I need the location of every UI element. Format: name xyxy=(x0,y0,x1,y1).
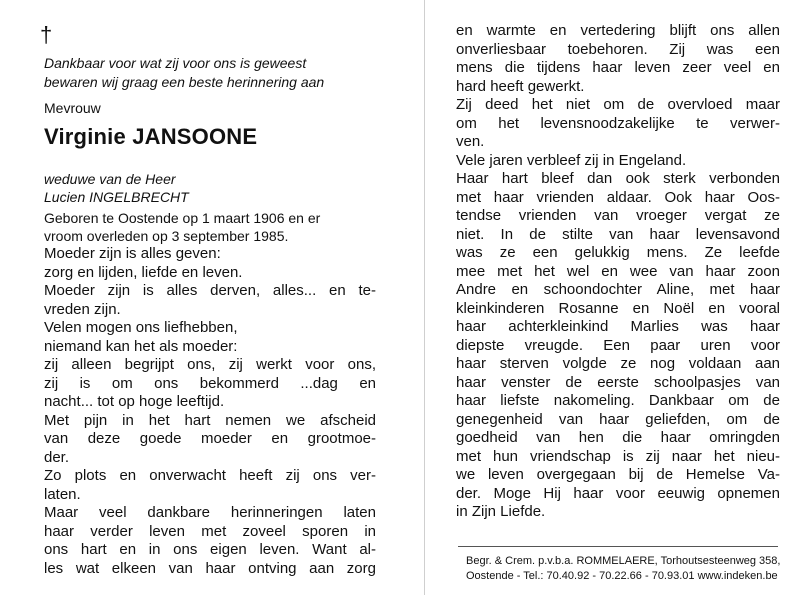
intro-line: Dankbaar voor wat zij voor ons is geweest xyxy=(44,55,307,71)
text-line: Moeder zijn is alles derven, alles... en te- xyxy=(44,282,376,299)
text-line: haar sterven volgde ze nog voldaan aan xyxy=(456,355,780,372)
printer-line: Oostende - Tel.: 70.40.92 - 70.22.66 - 70.93.01 www.indeken.be xyxy=(466,570,778,582)
intro-text xyxy=(44,54,324,92)
footer-divider xyxy=(458,546,778,547)
text-line: in Zijn Liefde. xyxy=(456,503,546,520)
text-line: Met pijn in het hart nemen we afscheid xyxy=(44,411,376,429)
text-line: der. Moge Hij haar voor eeuwig opnemen xyxy=(456,484,780,502)
text-line: ons hart en in ons eigen leven. Want al- xyxy=(44,541,376,558)
text-line: tendse vrienden van vroeger vergat ze xyxy=(456,207,780,224)
text-line: mens die tijdens haar leven zeer veel en xyxy=(456,59,780,76)
card-fold-line xyxy=(424,0,425,595)
text-line: Maar veel dankbare herinneringen laten xyxy=(44,504,376,521)
text-line: onverliesbaar toebehoren. Zij was een xyxy=(456,40,780,58)
text-line: was ze een gelukkig mens. Ze leefde xyxy=(456,244,780,261)
text-line: laten. xyxy=(44,485,81,503)
printer-line: Begr. & Crem. p.v.b.a. ROMMELAERE, Torhoutsesteenweg 358, xyxy=(466,555,781,567)
text-line: les wat elkeen van haar ontving aan zorg xyxy=(44,559,376,577)
text-line: en warmte en vertedering blijft ons allen xyxy=(456,22,780,39)
text-line: mee met het wel en wee van haar zoon xyxy=(456,262,780,280)
text-line: kleinkinderen Rosanne en Noël en vooral xyxy=(456,299,780,317)
widow-of xyxy=(44,170,189,206)
text-line: goedheid van hen die haar omringden xyxy=(456,429,780,446)
widow-line: Lucien INGELBRECHT xyxy=(44,189,189,205)
birth-death-info xyxy=(44,209,384,245)
printer-credit xyxy=(466,554,780,584)
widow-line: weduwe van de Heer xyxy=(44,171,176,187)
title-prefix: Mevrouw xyxy=(44,100,101,116)
cross-icon: † xyxy=(40,22,53,47)
left-column-text xyxy=(44,245,376,578)
text-line: vreden zijn. xyxy=(44,300,121,318)
text-line: met hun vriendschap is zij naar het nieu- xyxy=(456,447,780,465)
text-line: haar venster de eerste schoolpasjes van xyxy=(456,373,780,391)
intro-line: bewaren wij graag een beste herinnering aan xyxy=(44,74,325,90)
text-line: Haar hart bleef dan ook sterk verbonden xyxy=(456,170,780,187)
deceased-name: Virginie JANSOONE xyxy=(44,124,258,149)
text-line: Zij deed het niet om de overvloed maar xyxy=(456,96,780,113)
text-line: hard heeft gewerkt. xyxy=(456,77,585,95)
text-line: Moeder zijn is alles geven: xyxy=(44,245,221,262)
text-line: zij alleen begrijpt ons, zij werkt voor ons, xyxy=(44,356,376,373)
text-line: der. xyxy=(44,448,70,466)
text-line: om het levensnoodzakelijke te verwer- xyxy=(456,114,780,132)
text-line: van deze goede moeder en grootmoe- xyxy=(44,430,376,447)
text-line: zorg en lijden, liefde en leven. xyxy=(44,263,243,281)
text-line: niet. In de stilte van haar levensavond xyxy=(456,225,780,243)
right-column-text xyxy=(456,22,780,522)
text-line: niemand kan het als moeder: xyxy=(44,337,238,355)
text-line: Andre en schoondochter Aline, met haar xyxy=(456,281,780,298)
text-line: zij is om ons bekommerd ...dag en xyxy=(44,374,376,392)
born-line: vroom overleden op 3 september 1985. xyxy=(44,228,289,244)
text-line: Vele jaren verbleef zij in Engeland. xyxy=(456,151,687,169)
text-line: ven. xyxy=(456,133,485,150)
text-line: haar verder leven met zoveel sporen in xyxy=(44,522,376,540)
text-line: we leven overgegaan bij de Hemelse Va- xyxy=(456,466,780,483)
text-line: haar achterkleinkind Marlies was haar xyxy=(456,318,780,335)
text-line: nacht... tot op hoge leeftijd. xyxy=(44,393,225,410)
text-line: genegenheid van haar geliefden, om de xyxy=(456,410,780,428)
born-line: Geboren te Oostende op 1 maart 1906 en er xyxy=(44,210,321,226)
text-line: Zo plots en onverwacht heeft zij ons ver- xyxy=(44,467,376,484)
text-line: haar liefste nakomeling. Dankbaar om de xyxy=(456,392,780,409)
text-line: met haar vrienden aldaar. Ook haar Oos- xyxy=(456,188,780,206)
text-line: diepste vreugde. Een paar uren voor xyxy=(456,336,780,354)
text-line: Velen mogen ons liefhebben, xyxy=(44,319,238,336)
